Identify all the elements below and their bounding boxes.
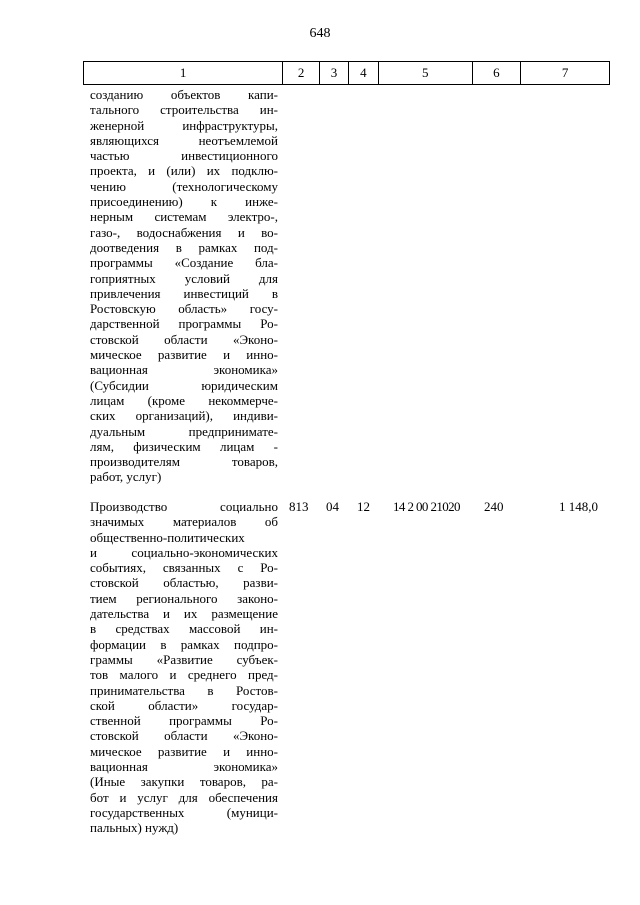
- row-2-col-4: 12: [357, 499, 370, 514]
- description-line: работ, услуг): [90, 469, 162, 485]
- description-line: тием регионального законо-: [90, 590, 278, 606]
- description-line: государственных (муници-: [90, 804, 278, 820]
- description-line: привлечения инвестиций в: [90, 285, 278, 301]
- description-line: принимательства в Ростов-: [90, 682, 278, 698]
- description-line: проекта, и (или) их подклю-: [90, 163, 278, 179]
- header-col-6: 6: [472, 62, 521, 84]
- row-2-col-7: 1 148,0: [559, 499, 598, 514]
- description-line: Ростовскую область» госу-: [90, 301, 278, 317]
- header-col-5: 5: [378, 62, 472, 84]
- description-line: вационная экономика»: [90, 362, 278, 378]
- row-2-col-3: 04: [326, 499, 339, 514]
- description-line: (Иные закупки товаров, ра-: [90, 774, 278, 790]
- description-line: в средствах массовой ин-: [90, 621, 278, 637]
- row-2-col-2: 813: [289, 499, 309, 514]
- header-col-2: 2: [282, 62, 319, 84]
- description-line: формации в рамках подпро-: [90, 636, 278, 652]
- description-line: общественно-политических: [90, 529, 245, 545]
- description-line: чению (технологическому: [90, 178, 278, 194]
- description-line: ственной программы Ро-: [90, 713, 278, 729]
- page-number: 648: [309, 26, 331, 41]
- description-line: вационная экономика»: [90, 759, 278, 775]
- table-header-row: [83, 61, 610, 85]
- row-2-col-6: 240: [484, 499, 504, 514]
- description-line: ской области» государ-: [90, 697, 278, 713]
- description-line: гоприятных условий для: [90, 270, 278, 286]
- description-line: женерной инфраструктуры,: [90, 117, 278, 133]
- description-line: тов малого и среднего пред-: [90, 667, 278, 683]
- description-line: дательства и их размещение: [90, 606, 278, 622]
- description-line: частью инвестиционного: [90, 148, 278, 164]
- row-2-col-5: 14 2 00 21020: [393, 499, 460, 514]
- description-line: стовской области «Эконо-: [90, 728, 278, 744]
- description-line: значимых материалов об: [90, 514, 278, 530]
- description-line: стовской области «Эконо-: [90, 331, 278, 347]
- description-line: нерным системам электро-,: [90, 209, 278, 225]
- description-line: газо-, водоснабжения и во-: [90, 224, 278, 240]
- table-border-left: [83, 61, 84, 85]
- table-row-2-description: [90, 499, 278, 836]
- description-line: граммы «Развитие субъек-: [90, 651, 278, 667]
- description-line: пальных) нужд): [90, 820, 179, 836]
- description-line: (Субсидии юридическим: [90, 377, 278, 393]
- description-line: ских организаций), индиви-: [90, 408, 278, 424]
- description-line: лям, физическим лицам -: [90, 438, 278, 454]
- header-col-7: 7: [520, 62, 609, 84]
- description-line: Производство социально: [90, 499, 278, 514]
- description-line: программы «Создание бла-: [90, 255, 278, 271]
- header-col-1: 1: [179, 65, 187, 80]
- description-line: бот и услуг для обеспечения: [90, 789, 278, 805]
- header-col-3: 3: [319, 62, 348, 84]
- description-line: мическое развитие и инно-: [90, 743, 278, 759]
- description-line: стовской областью, разви-: [90, 575, 278, 591]
- description-line: и социально-экономических: [90, 544, 278, 560]
- description-line: дарственной программы Ро-: [90, 316, 278, 332]
- description-line: присоединению) к инже-: [90, 194, 278, 210]
- description-line: лицам (кроме некоммерче-: [90, 392, 278, 408]
- description-line: мическое развитие и инно-: [90, 347, 278, 363]
- description-line: событиях, связанных с Ро-: [90, 560, 278, 576]
- table-row-1-description: [90, 87, 278, 485]
- description-line: являющихся неотъемлемой: [90, 132, 278, 148]
- header-col-4: 4: [348, 62, 378, 84]
- description-line: дуальным предпринимате-: [90, 423, 278, 439]
- description-line: доотведения в рамках под-: [90, 239, 278, 255]
- description-line: созданию объектов капи-: [90, 87, 278, 102]
- description-line: тального строительства ин-: [90, 102, 278, 118]
- description-line: производителям товаров,: [90, 454, 278, 470]
